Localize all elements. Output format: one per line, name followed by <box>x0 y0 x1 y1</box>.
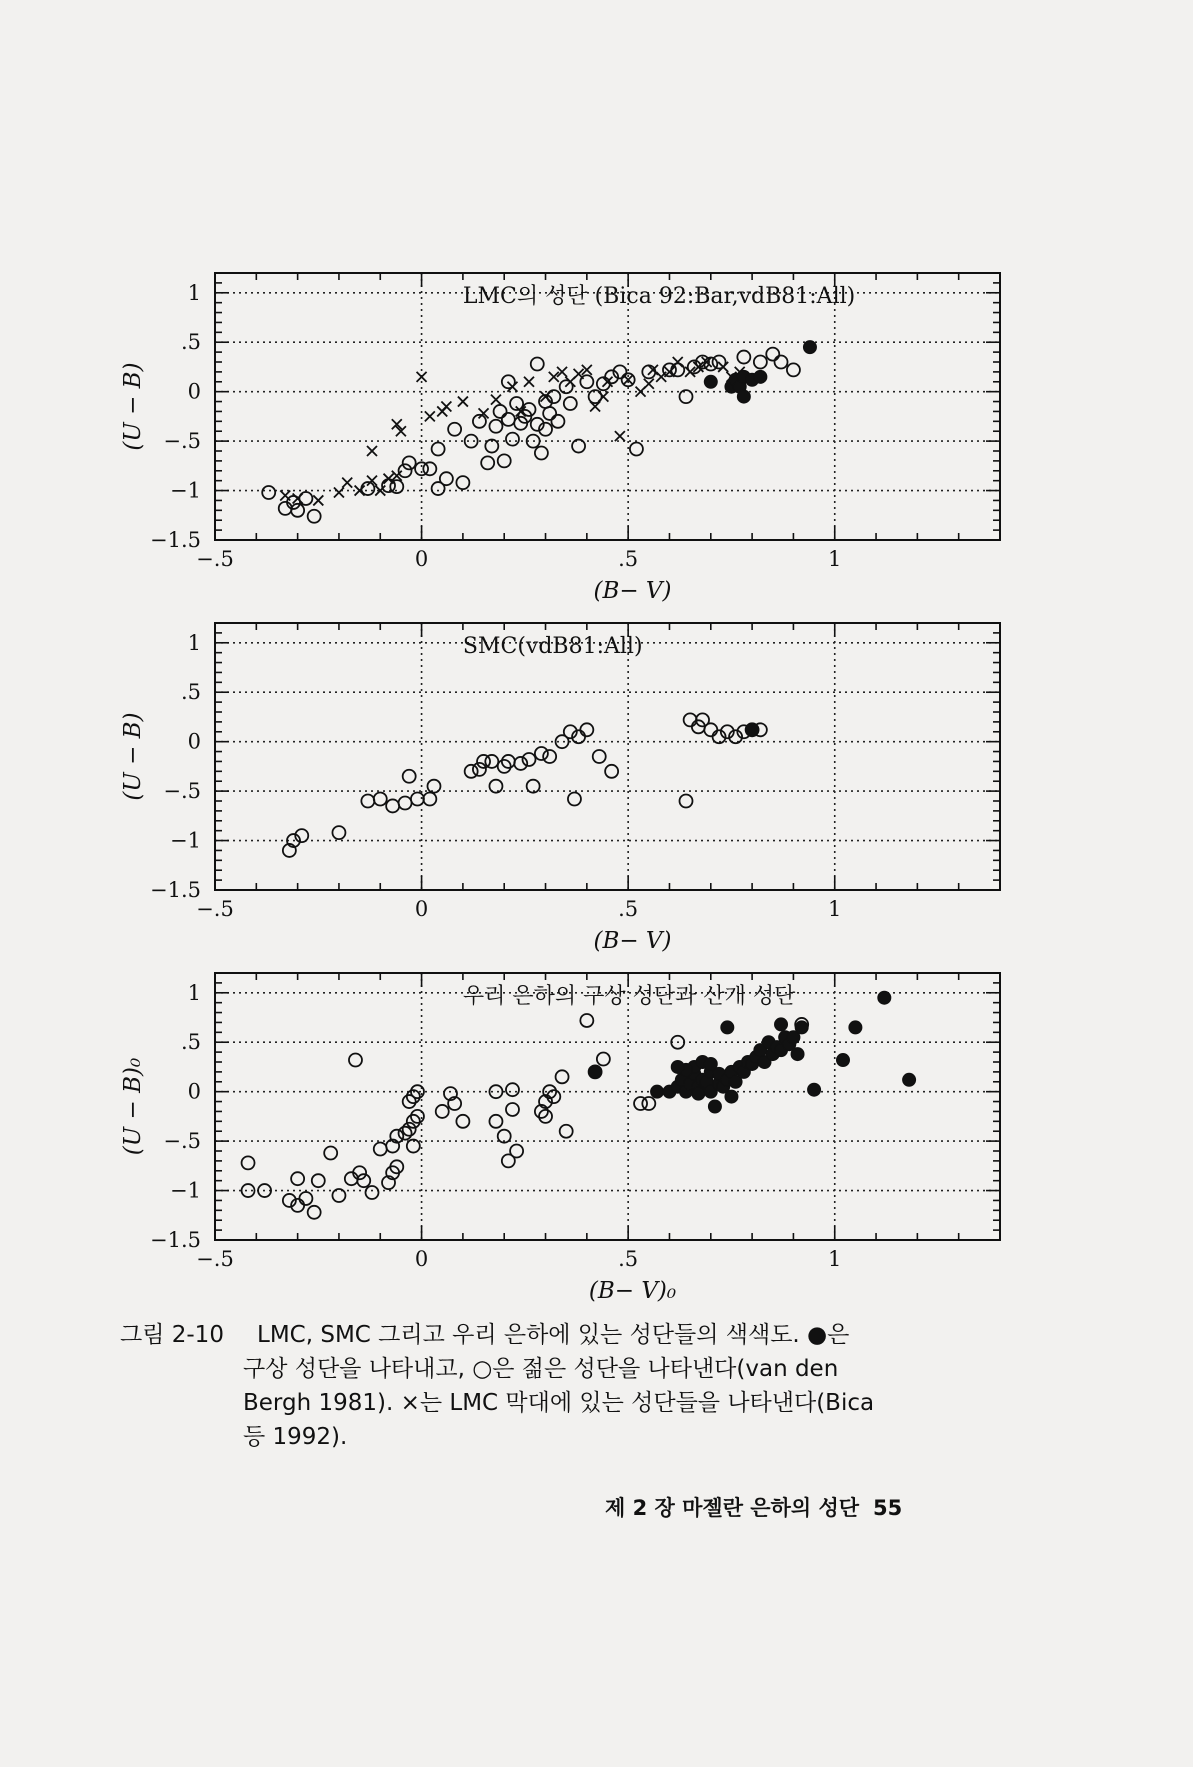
filled-circle-point <box>878 991 891 1004</box>
galactic-clusters-color-color-plot <box>0 955 1050 1305</box>
cross-point <box>615 431 625 441</box>
open-circle-point <box>642 365 655 378</box>
caption-line: Bergh 1981). ×는 LMC 막대에 있는 성단들을 나타낸다(Bica <box>243 1390 875 1416</box>
open-circle-point <box>510 1145 523 1158</box>
open-circle-point <box>754 356 767 369</box>
x-tick-label: 1 <box>828 1247 842 1271</box>
lmc-color-color-plot <box>0 255 1050 604</box>
x-tick-label: .5 <box>618 547 639 571</box>
open-circle-point <box>737 351 750 364</box>
y-tick-label: −.5 <box>163 1129 201 1154</box>
y-tick-label: .5 <box>180 680 201 705</box>
caption-line: 등 1992). <box>243 1424 348 1450</box>
open-circle-point <box>489 1115 502 1128</box>
x-tick-label: 1 <box>828 547 842 571</box>
open-circle-point <box>787 363 800 376</box>
x-tick-label: 0 <box>414 897 429 921</box>
cross-point <box>644 379 654 389</box>
x-tick-label: −.5 <box>196 547 234 571</box>
open-circle-point <box>523 753 536 766</box>
x-tick-label: 0 <box>414 1247 429 1271</box>
filled-circle-point <box>791 1048 804 1061</box>
open-circle-point <box>291 1172 304 1185</box>
filled-circle-point <box>803 341 816 354</box>
open-circle-point <box>411 793 424 806</box>
open-circle-point <box>403 770 416 783</box>
filled-circle-point <box>704 375 717 388</box>
open-circle-point <box>473 763 486 776</box>
y-tick-label: −1 <box>170 478 201 503</box>
open-circle-point <box>436 1105 449 1118</box>
filled-circle-point <box>651 1085 664 1098</box>
open-circle-point <box>427 780 440 793</box>
open-circle-point <box>498 454 511 467</box>
open-circle-point <box>489 420 502 433</box>
filled-circle-point <box>671 1060 684 1073</box>
open-circle-point <box>465 435 478 448</box>
open-circle-point <box>605 765 618 778</box>
y-tick-label: 0 <box>187 1079 201 1104</box>
open-circle-point <box>535 747 548 760</box>
open-circle-point <box>386 799 399 812</box>
open-circle-point <box>357 1174 370 1187</box>
open-circle-point <box>551 415 564 428</box>
x-axis-title: (B− V) <box>593 928 672 954</box>
open-circle-point <box>489 780 502 793</box>
filled-circle-point <box>721 1021 734 1034</box>
cross-point <box>313 495 323 505</box>
x-tick-label: .5 <box>618 1247 639 1271</box>
open-circle-point <box>543 407 556 420</box>
open-circle-point <box>630 443 643 456</box>
open-circle-point <box>680 795 693 808</box>
open-circle-point <box>597 377 610 390</box>
open-circle-point <box>506 433 519 446</box>
filled-circle-point <box>837 1054 850 1067</box>
open-circle-point <box>580 1014 593 1027</box>
open-circle-point <box>766 348 779 361</box>
cross-point <box>280 491 290 501</box>
x-tick-label: −.5 <box>196 1247 234 1271</box>
cross-point <box>524 377 534 387</box>
open-circle-point <box>535 446 548 459</box>
x-tick-label: 1 <box>828 897 842 921</box>
filled-circle-point <box>737 390 750 403</box>
y-tick-label: −1.5 <box>150 1228 201 1252</box>
y-tick-label: −1.5 <box>150 528 201 552</box>
cross-point <box>507 382 517 392</box>
y-tick-label: 0 <box>187 379 201 404</box>
open-circle-point <box>572 440 585 453</box>
figure-label: 그림 2-10 <box>120 1322 224 1348</box>
caption-line: LMC, SMC 그리고 우리 은하에 있는 성단들의 색색도. ●은 <box>257 1322 850 1348</box>
y-tick-label: −.5 <box>163 779 201 804</box>
cross-point <box>491 395 501 405</box>
open-circle-point <box>448 423 461 436</box>
open-circle-point <box>456 1115 469 1128</box>
open-circle-point <box>485 755 498 768</box>
open-circle-point <box>332 1189 345 1202</box>
smc-color-color-plot <box>0 605 1050 954</box>
y-axis-title: (U − B)₀ <box>120 1057 146 1156</box>
plot-frame <box>215 973 1000 1240</box>
open-circle-point <box>366 1186 379 1199</box>
page-number: 55 <box>873 1496 903 1520</box>
open-circle-point <box>580 723 593 736</box>
cross-point <box>417 372 427 382</box>
plot-frame <box>215 273 1000 540</box>
x-tick-label: −.5 <box>196 897 234 921</box>
open-circle-point <box>642 1097 655 1110</box>
running-head <box>605 1492 902 1522</box>
cross-point <box>384 474 394 484</box>
open-circle-point <box>299 1192 312 1205</box>
chapter-title: 제 2 장 마젤란 은하의 성단 <box>605 1496 860 1520</box>
figure-caption <box>120 1318 1020 1458</box>
y-axis-title: (U − B) <box>120 362 146 451</box>
open-circle-point <box>556 1070 569 1083</box>
filled-circle-point <box>903 1073 916 1086</box>
y-tick-label: −.5 <box>163 429 201 454</box>
cross-point <box>598 392 608 402</box>
filled-circle-point <box>704 1057 717 1070</box>
open-circle-point <box>560 1125 573 1138</box>
x-tick-label: .5 <box>618 897 639 921</box>
open-circle-point <box>704 357 717 370</box>
open-circle-point <box>423 793 436 806</box>
open-circle-point <box>349 1054 362 1067</box>
filled-circle-point <box>746 723 759 736</box>
filled-circle-point <box>808 1083 821 1096</box>
open-circle-point <box>361 795 374 808</box>
open-circle-point <box>308 1206 321 1219</box>
plot-title: SMC(vdB81:All) <box>462 634 643 659</box>
open-circle-point <box>312 1174 325 1187</box>
y-axis-title: (U − B) <box>120 712 146 801</box>
cross-point <box>673 357 683 367</box>
cross-point <box>458 397 468 407</box>
open-circle-point <box>684 713 697 726</box>
open-circle-point <box>465 765 478 778</box>
filled-circle-point <box>589 1065 602 1078</box>
open-circle-point <box>597 1053 610 1066</box>
y-tick-label: 0 <box>187 729 201 754</box>
filled-circle-point <box>775 1018 788 1031</box>
open-circle-point <box>423 462 436 475</box>
cross-point <box>367 446 377 456</box>
open-circle-point <box>374 793 387 806</box>
open-circle-point <box>262 486 275 499</box>
y-tick-label: 1 <box>187 280 201 305</box>
open-circle-point <box>291 504 304 517</box>
y-tick-label: .5 <box>180 1030 201 1055</box>
open-circle-point <box>506 1083 519 1096</box>
open-circle-point <box>403 456 416 469</box>
cross-point <box>441 402 451 412</box>
x-tick-label: 0 <box>414 547 429 571</box>
open-circle-point <box>242 1156 255 1169</box>
open-circle-point <box>432 443 445 456</box>
cross-point <box>293 493 303 503</box>
cross-point <box>718 362 728 372</box>
filled-circle-point <box>692 1087 705 1100</box>
filled-circle-point <box>708 1100 721 1113</box>
cross-point <box>425 411 435 421</box>
open-circle-point <box>374 1143 387 1156</box>
open-circle-point <box>564 397 577 410</box>
open-circle-point <box>704 723 717 736</box>
x-axis-title: (B− V)₀ <box>588 1278 677 1304</box>
y-tick-label: .5 <box>180 330 201 355</box>
x-axis-title: (B− V) <box>593 578 672 604</box>
y-tick-label: −1 <box>170 1178 201 1203</box>
open-circle-point <box>531 357 544 370</box>
open-circle-point <box>568 793 581 806</box>
y-tick-label: 1 <box>187 630 201 655</box>
open-circle-point <box>543 750 556 763</box>
caption-line: 구상 성단을 나타내고, ○은 젊은 성단을 나타낸다(van den <box>243 1356 839 1382</box>
open-circle-point <box>502 413 515 426</box>
open-circle-point <box>680 390 693 403</box>
filled-circle-point <box>754 370 767 383</box>
plot-frame <box>215 623 1000 890</box>
open-circle-point <box>593 750 606 763</box>
open-circle-point <box>514 757 527 770</box>
cross-point <box>355 486 365 496</box>
open-circle-point <box>324 1146 337 1159</box>
open-circle-point <box>332 826 345 839</box>
cross-point <box>342 478 352 488</box>
open-circle-point <box>399 796 412 809</box>
y-tick-label: 1 <box>187 980 201 1005</box>
open-circle-point <box>494 405 507 418</box>
open-circle-point <box>456 476 469 489</box>
y-tick-label: −1.5 <box>150 878 201 902</box>
open-circle-point <box>440 472 453 485</box>
filled-circle-point <box>725 1090 738 1103</box>
plot-title: LMC의 성단 (Bica 92:Bar,vdB81:All) <box>462 284 856 309</box>
open-circle-point <box>506 1103 519 1116</box>
filled-circle-point <box>795 1021 808 1034</box>
cross-point <box>334 488 344 498</box>
open-circle-point <box>308 510 321 523</box>
open-circle-point <box>775 356 788 369</box>
filled-circle-point <box>849 1021 862 1034</box>
y-tick-label: −1 <box>170 828 201 853</box>
open-circle-point <box>481 456 494 469</box>
plot-title: 우리 은하의 구상 성단과 산개 성단 <box>462 984 796 1009</box>
